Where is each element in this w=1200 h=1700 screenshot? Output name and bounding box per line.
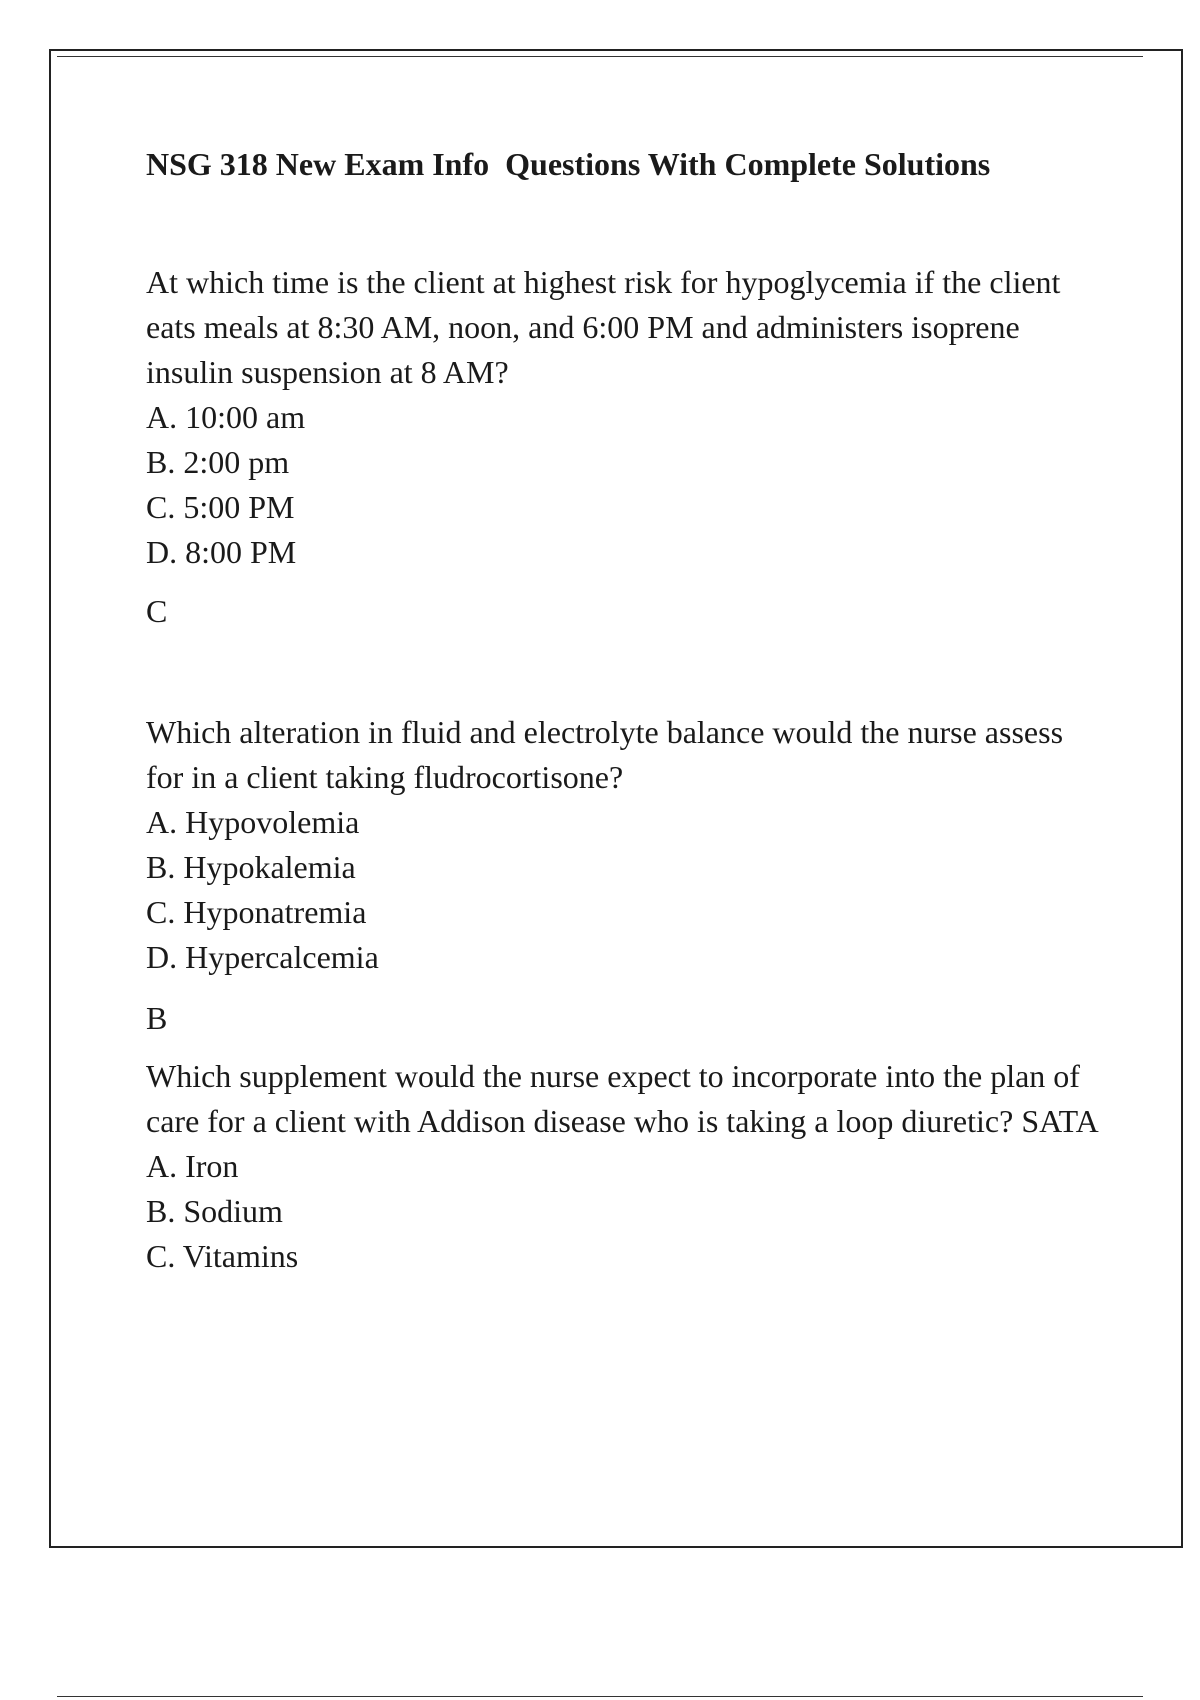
- question-text: Which supplement would the nurse expect to incorporate into the plan of care for a client with Addison disease who is taking a loop diuretic? SATA: [146, 1058, 1099, 1139]
- answer-key: C: [146, 593, 168, 629]
- footer-rule: [57, 1696, 1143, 1697]
- option-b: B. 2:00 pm: [146, 444, 290, 480]
- option-a: A. Hypovolemia: [146, 804, 360, 840]
- option-c: C. Vitamins: [146, 1238, 299, 1274]
- question-block: [146, 260, 1106, 634]
- option-b: B. Hypokalemia: [146, 849, 356, 885]
- header-rule: [57, 56, 1143, 57]
- document-title: NSG 318 New Exam Info Questions With Complete Solutions: [146, 146, 991, 182]
- question-text: At which time is the client at highest risk for hypoglycemia if the client eats meals at 8:30 AM, noon, and 6:00 PM and administers isoprene insulin suspension at 8 AM?: [146, 264, 1061, 390]
- answer-options: [146, 395, 1106, 575]
- option-a: A. Iron: [146, 1148, 239, 1184]
- option-a: A. 10:00 am: [146, 399, 306, 435]
- answer-options: [146, 800, 1106, 980]
- question-block: [146, 710, 1106, 1041]
- option-c: C. Hyponatremia: [146, 894, 367, 930]
- question-text: Which alteration in fluid and electrolyte balance would the nurse assess for in a client taking fludrocortisone?: [146, 714, 1064, 795]
- option-d: D. 8:00 PM: [146, 534, 297, 570]
- option-d: D. Hypercalcemia: [146, 939, 379, 975]
- option-c: C. 5:00 PM: [146, 489, 295, 525]
- answer-key: B: [146, 1000, 168, 1036]
- document-body: [146, 142, 1106, 1279]
- answer-options: [146, 1144, 1106, 1279]
- question-block: [146, 1054, 1106, 1279]
- option-b: B. Sodium: [146, 1193, 283, 1229]
